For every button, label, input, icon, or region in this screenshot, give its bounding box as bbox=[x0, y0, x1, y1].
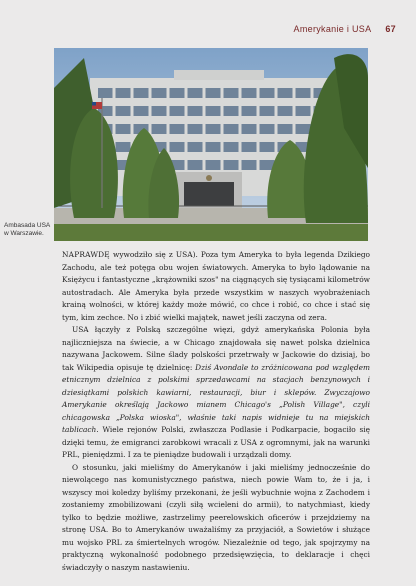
paragraph-2: USA łączyły z Polską szczególne więzi, gdyż amerykańska Polonia była najliczniejsza na świecie, a w Chicago znajdowała się nawet polska dzielnica nazywana Jackowem. Silne ślady polskości przetrwały w Jackowie do dzisiaj, bo tak Wikipedia opisuje tę dzielnicę: Dziś Avondale to zróżnicowana pod względem etnicznym dzielnica z polskimi sprzedawcami na stacjach benzynowych i dziesiątkami polskich kawiarni, restauracji, biur i sklepów. Zwyczajowo Amerykanie określają Jackowo mianem Chicago's „Polish Village", czyli chicagowska „Polska wioska", właśnie taki napis widnieje tu na miejskich tablicach. Wiele rejonów Polski, zwłaszcza Podlasie i Podkarpacie, bogaciło się dzięki temu, że emigranci zarobkowi wracali z USA z ogromnymi, jak na warunki PRL, pieniędzmi. I za te pieniądze budowali i urządzali domy. bbox=[62, 325, 370, 459]
embassy-photo bbox=[54, 48, 368, 241]
paragraph-3: O stosunku, jaki mieliśmy do Amerykanów i jaki mieliśmy jednocześnie do niewolącego nas komunistycznego państwa, niech powie Wam to, że i ja, i wszyscy moi koledzy byliśmy przekonani, że jeśli wybuchnie wojna z Zachodem i zostaniemy zmobilizowani (czyli siłą wcieleni do armii), to natychmiast, kiedy tylko to będzie możliwe, zastrzelimy peerelowskich oficerów i przejdziemy na stronę USA. Bo to Amerykanów uważaliśmy za przyjaciół, a Sowietów i służące mu wojsko PRL za śmiertelnych wrogów. Niezależnie od tego, jak spojrzymy na praktyczną wykonalność podobnego przedsięwzięcia, to deklaracje i chęci świadczyły o naszym nastawieniu. bbox=[62, 462, 370, 572]
running-header-title: Amerykanie i USA bbox=[293, 24, 372, 34]
paragraph-1: NAPRAWDĘ wywodziło się z USA). Poza tym Ameryka to była legenda Dzikiego Zachodu, ale też potęga obu wojen światowych. Ameryka to było lądowanie na Księżycu i fantastyczne „krążowniki szos" na ciągnących się tysiącami kilometrów autostradach. Ale Ameryka była przede wszystkim w naszych wyobrażeniach krainą wolności, w której każdy może mówić, co chce i robić, co chce i stać się tym, kim zechce. No i zbić wielki majątek, nawet jeśli zaczyna od zera. bbox=[62, 250, 370, 322]
running-header bbox=[294, 24, 396, 34]
page-number: 67 bbox=[385, 24, 396, 34]
body-text bbox=[62, 249, 370, 574]
photo-caption: Ambasada USA w Warszawie. bbox=[4, 222, 50, 237]
wikipedia-quote: Dziś Avondale to zróżnicowana pod względem etnicznym dzielnica z polskimi sprzedawcami na stacjach benzynowych i dziesiątkami polskich kawiarni, restauracji, biur i sklepów. Zwyczajowo Amerykanie określają Jackowo mianem Chicago's „Polish Village", czyli chicagowska „Polska wioska", właśnie taki napis widnieje tu na miejskich tablicach. bbox=[62, 362, 370, 434]
